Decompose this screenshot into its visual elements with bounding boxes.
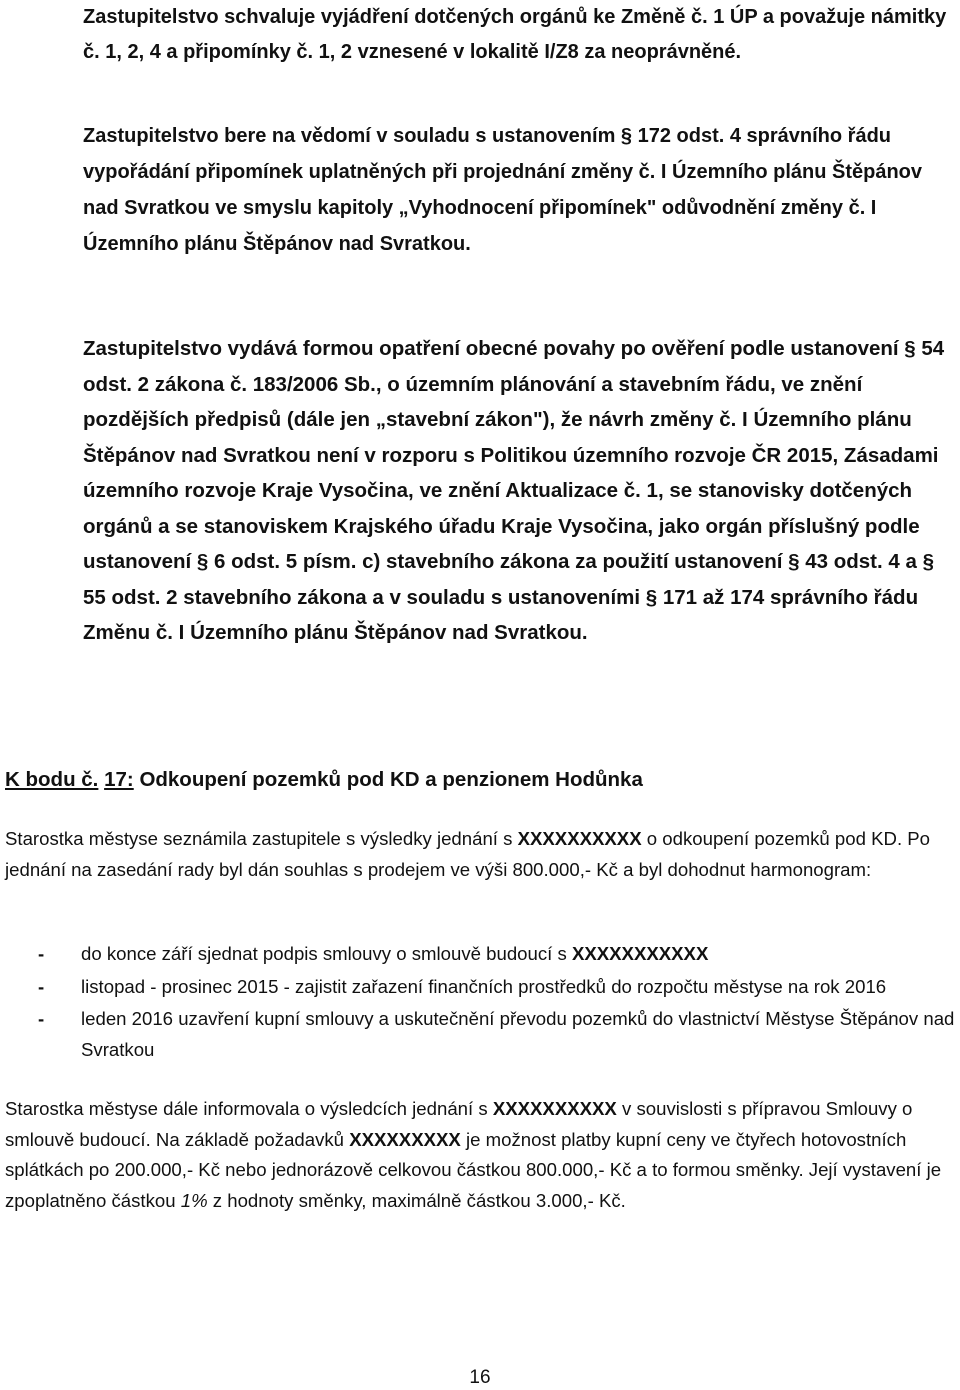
agenda-item-number: 17:: [104, 768, 134, 791]
followup-text-2: v souvislosti s přípravou Smlouvy o smlouvě budoucí. Na základě požadavků: [5, 1098, 913, 1150]
list-item: [5, 1004, 957, 1065]
followup-paragraph: [5, 1094, 957, 1216]
agenda-item-label: K bodu č.: [5, 768, 99, 791]
followup-text-1: Starostka městyse dále informovala o výsledcích jednání s: [5, 1098, 493, 1119]
intro-paragraph: [5, 824, 957, 885]
list-item: [5, 972, 957, 1003]
page-number: 16: [469, 1367, 491, 1388]
resolution-paragraph-2: [83, 118, 955, 262]
fee-percentage: 1%: [180, 1189, 208, 1211]
resolution-paragraph-1: [83, 0, 955, 70]
list-item: [5, 939, 957, 970]
resolution-text-3: Zastupitelstvo vydává formou opatření obecné povahy po ověření podle ustanovení § 54 odst. 2 zákona č. 183/2006 Sb., o územním plánování a stavebním řádu, ve znění pozdějších předpisů (dále jen „stavební zákon"), že návrh změny č. I Územního plánu Štěpánov nad Svratkou není v rozporu s Politikou územního rozvoje ČR 2015, Zásadami územního rozvoje Kraje Vysočina, ve znění Aktualizace č. 1, se stanovisky dotčených orgánů a se stanoviskem Krajského úřadu Kraje Vysočina, jako orgán příslušný podle ustanovení § 6 odst. 5 písm. c) stavebního zákona za použití ustanovení § 43 odst. 4 a § 55 odst. 2 stavebního zákona a v souladu s ustanoveními § 171 až 174 správního řádu Změnu č. I Územního plánu Štěpánov nad Svratkou.: [83, 337, 945, 644]
intro-text-before: Starostka městyse seznámila zastupitele s výsledky jednání s: [5, 828, 518, 849]
list-item-text: leden 2016 uzavření kupní smlouvy a uskutečnění převodu pozemků do vlastnictví Městyse Štěpánov nad Svratkou: [81, 1008, 955, 1060]
resolution-paragraph-3: [83, 331, 955, 651]
schedule-list: [5, 939, 957, 1065]
intro-text-after: o odkoupení pozemků pod KD. Po jednání na zasedání rady byl dán souhlas s prodejem ve výši 800.000,- Kč a byl dohodnut harmonogram:: [5, 828, 931, 880]
redacted-name: XXXXXXXXXX: [517, 828, 642, 849]
list-dash: -: [38, 975, 45, 997]
agenda-item-heading: [5, 765, 905, 795]
resolution-text-1: Zastupitelstvo schvaluje vyjádření dotčených orgánů ke Změně č. 1 ÚP a považuje námitky č. 1, 2, 4 a připomínky č. 1, 2 vznesené v lokalitě I/Z8 za neoprávněné.: [83, 6, 947, 63]
redacted-name: XXXXXXXXXXX: [571, 943, 709, 964]
followup-text-4: z hodnoty směnky, maximálně částkou 3.000,- Kč.: [207, 1189, 626, 1211]
list-item-text: listopad - prosinec 2015 - zajistit zařazení finančních prostředků do rozpočtu městyse na rok 2016: [81, 975, 887, 997]
list-item-text: do konce září sjednat podpis smlouvy o smlouvě budoucí s: [81, 943, 572, 964]
list-dash: -: [38, 943, 45, 964]
agenda-item-title: Odkoupení pozemků pod KD a penzionem Hodůnka: [139, 768, 643, 791]
resolution-text-2: Zastupitelstvo bere na vědomí v souladu s ustanovením § 172 odst. 4 správního řádu vypořádání připomínek uplatněných při projednání změny č. I Územního plánu Štěpánov nad Svratkou ve smyslu kapitoly „Vyhodnocení připomínek" odůvodnění změny č. I Územního plánu Štěpánov nad Svratkou.: [83, 125, 923, 255]
redacted-name: XXXXXXXXXX: [492, 1098, 617, 1119]
followup-text-3: je možnost platby kupní ceny ve čtyřech hotovostních splátkách po 200.000,- Kč nebo jednorázově celkovou částkou 800.000,- Kč a to formou směnky. Její vystavení je zpoplatněno částkou: [5, 1128, 942, 1211]
redacted-name: XXXXXXXXX: [349, 1128, 461, 1150]
list-dash: -: [38, 1008, 45, 1029]
